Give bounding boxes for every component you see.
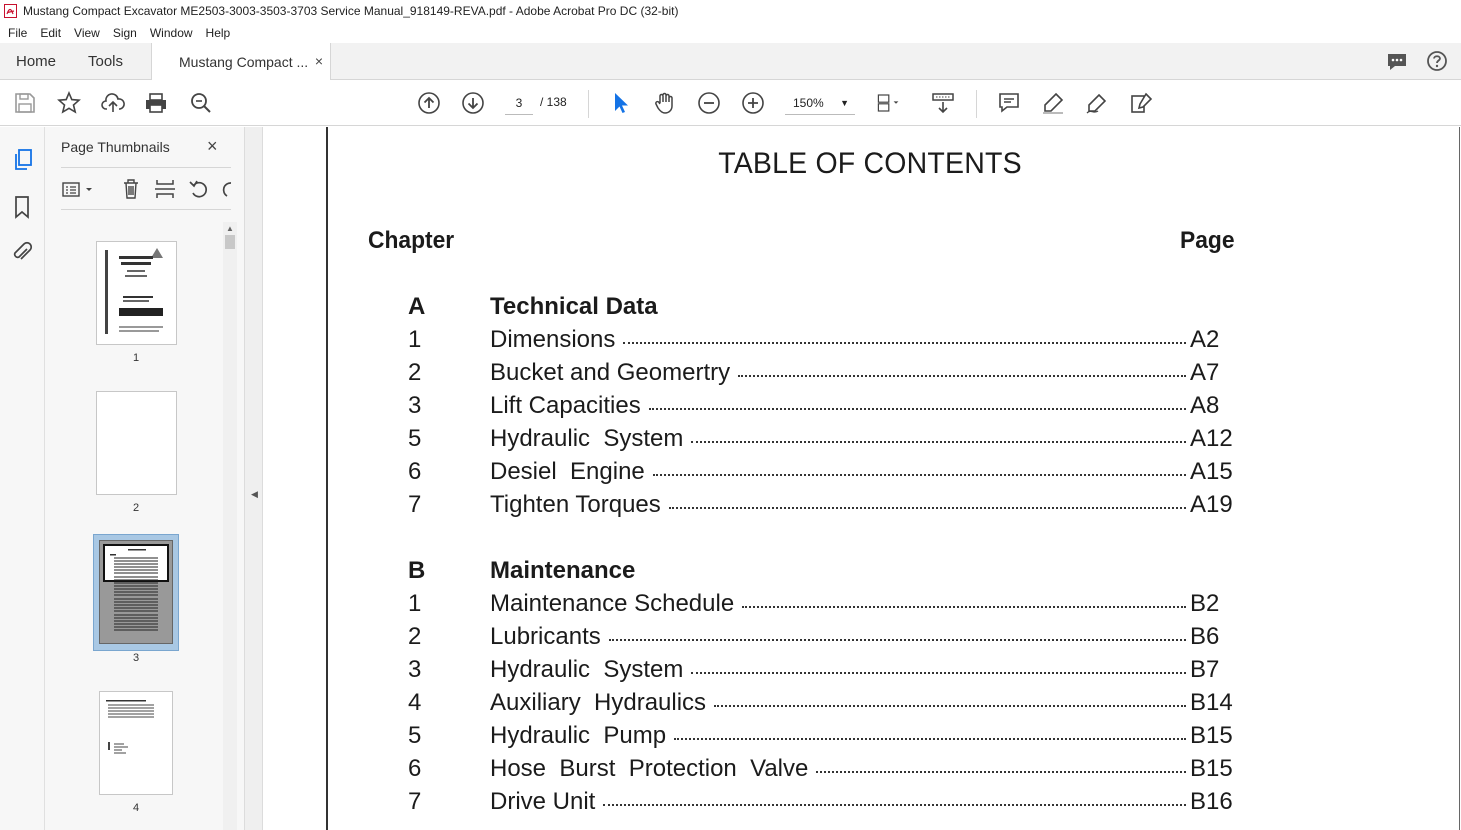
panel-divider: [61, 209, 231, 210]
tab-close-icon[interactable]: ×: [314, 53, 323, 69]
menu-help[interactable]: Help: [205, 25, 231, 40]
close-panel-icon[interactable]: ×: [207, 136, 218, 156]
toc-page-preview: [108, 549, 166, 639]
panel-splitter[interactable]: [244, 127, 263, 830]
entry-title: Desiel Engine: [490, 458, 645, 485]
section-letter: A: [408, 293, 426, 320]
zoom-out-icon[interactable]: [697, 91, 721, 115]
section-letter: B: [408, 557, 426, 584]
entry-page: B15: [1190, 755, 1233, 782]
upload-cloud-icon[interactable]: [101, 91, 125, 115]
dot-leader: [603, 804, 1186, 806]
entry-title: Lift Capacities: [490, 392, 641, 419]
entry-title: Drive Unit: [490, 788, 596, 815]
entry-page: B6: [1190, 623, 1220, 650]
entry-number: 2: [408, 623, 422, 650]
menu-window[interactable]: Window: [149, 25, 193, 40]
collapse-panel-arrow-icon[interactable]: ◀: [251, 489, 258, 499]
entry-page: A7: [1190, 359, 1220, 386]
thumbnails-panel-title: Page Thumbnails: [61, 139, 170, 155]
entry-title: Hydraulic Pump: [490, 722, 667, 749]
entry-page: A19: [1190, 491, 1233, 518]
main-toolbar: [0, 80, 1461, 126]
entry-page: B15: [1190, 722, 1233, 749]
entry-page: B16: [1190, 788, 1233, 815]
toolbar-divider: [976, 90, 977, 118]
select-cursor-icon[interactable]: [609, 91, 633, 115]
entry-page: B14: [1190, 689, 1233, 716]
panel-divider: [61, 167, 231, 168]
page-thumbnail[interactable]: [96, 241, 177, 345]
fill-sign-icon[interactable]: [1129, 91, 1153, 115]
toc-entry-row[interactable]: [328, 359, 1428, 391]
toc-entry-row[interactable]: [328, 689, 1428, 721]
toc-section-row: [328, 293, 1428, 325]
dot-leader: [738, 375, 1186, 377]
entry-page: B2: [1190, 590, 1220, 617]
toc-entry-row[interactable]: [328, 755, 1428, 787]
page-number-input[interactable]: 3: [505, 91, 533, 115]
entry-number: 4: [408, 689, 422, 716]
hand-tool-icon[interactable]: [653, 91, 677, 115]
menu-sign[interactable]: Sign: [112, 25, 137, 40]
page-thumbnail: [99, 540, 173, 644]
toc-entry-row[interactable]: [328, 491, 1428, 523]
thumbnails-toolbar: [61, 177, 236, 203]
thumbnail-page-number: 3: [133, 652, 140, 664]
title-bar: [0, 0, 1461, 22]
thumbnail-page-number: 4: [133, 802, 140, 814]
navigation-rail: [0, 127, 45, 830]
search-zoom-icon[interactable]: [189, 91, 213, 115]
page-preview: [100, 692, 172, 794]
entry-title: Hydraulic System: [490, 656, 684, 683]
comment-bubble-icon[interactable]: [1386, 51, 1408, 73]
page-column-header: Page: [1180, 227, 1235, 254]
bookmarks-icon[interactable]: [12, 195, 32, 219]
entry-number: 3: [408, 392, 422, 419]
entry-page: A8: [1190, 392, 1220, 419]
entry-title: Dimensions: [490, 326, 616, 353]
dot-leader: [653, 474, 1186, 476]
document-viewer[interactable]: [263, 127, 1461, 830]
entry-number: 1: [408, 326, 422, 353]
next-page-icon[interactable]: [461, 91, 485, 115]
entry-title: Hose Burst Protection Valve: [490, 755, 809, 782]
delete-trash-icon[interactable]: [121, 178, 141, 200]
toc-entry-row[interactable]: [328, 656, 1428, 688]
toc-entry-row[interactable]: [328, 458, 1428, 490]
dot-leader: [669, 507, 1186, 509]
tab-document-label: Mustang Compact ...: [179, 54, 309, 70]
entry-title: Auxiliary Hydraulics: [490, 689, 707, 716]
entry-number: 3: [408, 656, 422, 683]
page-thumbnail[interactable]: [96, 391, 177, 495]
menu-view[interactable]: View: [74, 25, 100, 40]
tab-bar: [0, 43, 1461, 80]
dot-leader: [714, 705, 1186, 707]
dot-leader: [674, 738, 1186, 740]
tab-tools[interactable]: Tools: [88, 53, 124, 70]
toc-section-row: [328, 557, 1428, 589]
toc-heading: TABLE OF CONTENTS: [718, 147, 1022, 180]
entry-number: 6: [408, 458, 422, 485]
dot-leader: [609, 639, 1186, 641]
window-title: Mustang Compact Excavator ME2503-3003-3503-3703 Service Manual_918149-REVA.pdf - Adobe Acrobat Pro DC (32-bit): [23, 4, 679, 18]
entry-title: Maintenance Schedule: [490, 590, 735, 617]
entry-number: 6: [408, 755, 422, 782]
zoom-select[interactable]: [785, 91, 855, 115]
highlight-pen-icon[interactable]: [1041, 91, 1065, 115]
thumbnail-page-number: 2: [133, 502, 140, 514]
entry-number: 1: [408, 590, 422, 617]
rotate-left-icon[interactable]: [188, 178, 210, 200]
thumbnails-panel: [45, 127, 244, 830]
page-thumbnail[interactable]: [99, 691, 173, 795]
entry-page: A12: [1190, 425, 1233, 452]
print-icon[interactable]: [144, 91, 168, 115]
thumbnail-options-icon[interactable]: [61, 180, 97, 200]
section-title: Technical Data: [490, 293, 658, 320]
toc-entry-row[interactable]: [328, 425, 1428, 457]
selected-thumbnail-highlight[interactable]: [93, 534, 179, 651]
add-comment-icon[interactable]: [997, 91, 1021, 115]
tab-document[interactable]: [151, 43, 331, 81]
draw-sign-icon[interactable]: [1085, 91, 1109, 115]
cover-page-preview: [97, 242, 176, 344]
thumbnail-page-number: 1: [133, 352, 140, 364]
zoom-in-icon[interactable]: [741, 91, 765, 115]
rotate-right-icon[interactable]: [219, 178, 233, 200]
tab-home[interactable]: Home: [16, 53, 57, 70]
entry-number: 5: [408, 722, 422, 749]
menu-bar: [0, 22, 1461, 43]
dot-leader: [742, 606, 1186, 608]
entry-page: A2: [1190, 326, 1220, 353]
menu-edit[interactable]: Edit: [40, 25, 62, 40]
toc-entry-row[interactable]: [328, 623, 1428, 655]
page-total-label: / 138: [540, 95, 567, 109]
chapter-column-header: Chapter: [368, 227, 455, 254]
entry-number: 7: [408, 491, 422, 518]
dot-leader: [649, 408, 1186, 410]
entry-page: B7: [1190, 656, 1220, 683]
menu-file[interactable]: File: [8, 25, 28, 40]
section-title: Maintenance: [490, 557, 636, 584]
entry-title: Bucket and Geomertry: [490, 359, 731, 386]
thumbnails-scrollbar[interactable]: [223, 222, 237, 830]
entry-number: 2: [408, 359, 422, 386]
entry-title: Tighten Torques: [490, 491, 661, 518]
chevron-down-icon: ▼: [840, 98, 849, 108]
attachments-paperclip-icon[interactable]: [11, 240, 33, 264]
entry-title: Lubricants: [490, 623, 601, 650]
scrollbar-thumb[interactable]: [225, 235, 235, 249]
toc-entry-row[interactable]: [328, 590, 1428, 622]
entry-number: 5: [408, 425, 422, 452]
previous-page-icon[interactable]: [417, 91, 441, 115]
page-fit-icon[interactable]: [876, 91, 900, 115]
entry-title: Hydraulic System: [490, 425, 684, 452]
entry-number: 7: [408, 788, 422, 815]
toc-entry-row[interactable]: [328, 326, 1428, 358]
bookmark-star-icon[interactable]: [57, 91, 81, 115]
page-thumbnails-icon[interactable]: [12, 148, 34, 172]
entry-page: A15: [1190, 458, 1233, 485]
scroll-mode-icon[interactable]: [931, 91, 955, 115]
toc-entry-row[interactable]: [328, 392, 1428, 424]
dot-leader: [816, 771, 1186, 773]
acrobat-app-icon: [4, 4, 17, 18]
save-icon[interactable]: [13, 91, 37, 115]
dot-leader: [623, 342, 1186, 344]
dot-leader: [691, 672, 1186, 674]
dot-leader: [691, 441, 1186, 443]
toc-entry-row[interactable]: [328, 788, 1428, 820]
toolbar-divider: [588, 90, 589, 118]
extract-pages-icon[interactable]: [154, 178, 176, 200]
toc-entry-row[interactable]: [328, 722, 1428, 754]
pdf-page: [326, 127, 1460, 830]
zoom-value: 150%: [793, 96, 824, 110]
scroll-up-arrow-icon[interactable]: ▲: [226, 224, 234, 233]
help-icon[interactable]: [1426, 50, 1448, 72]
